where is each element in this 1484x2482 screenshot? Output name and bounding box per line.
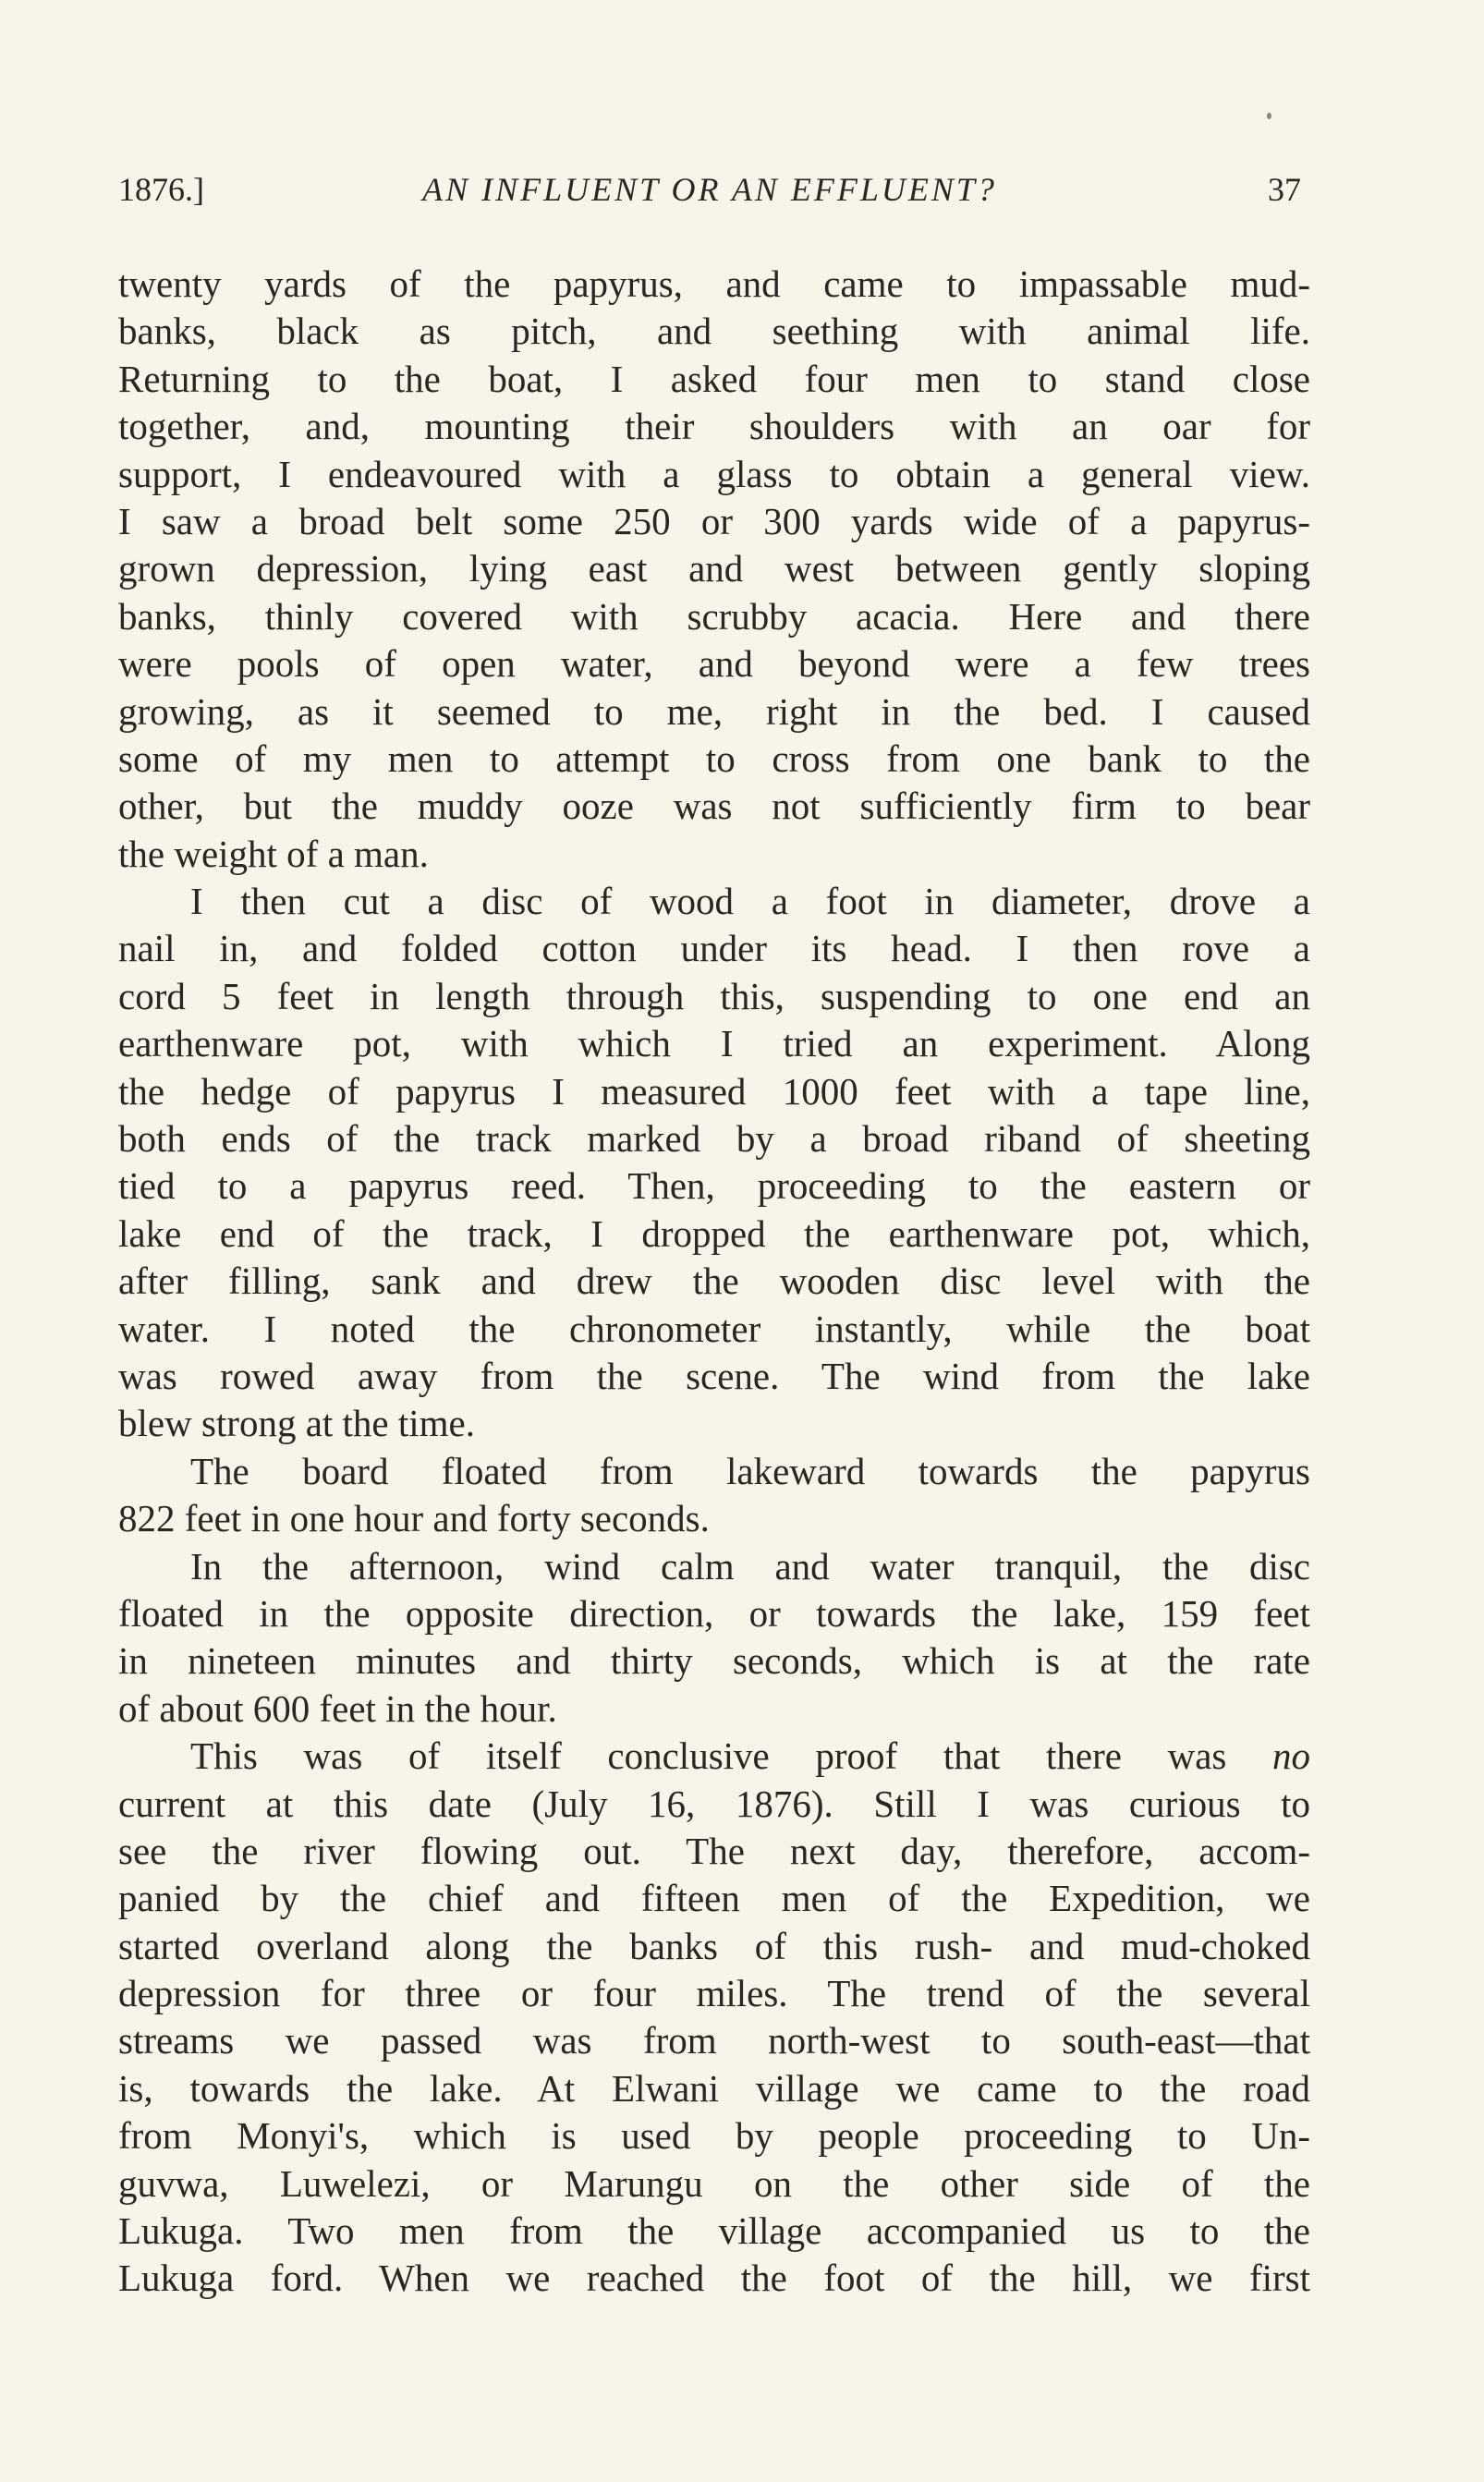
paragraph-start-line	[118, 1733, 1310, 1780]
paragraph-end-line: blew strong at the time.	[118, 1402, 475, 1445]
text-line: support, I endeavoured with a glass to obtain a general view.	[118, 452, 1310, 495]
text-line: guvwa, Luwelezi, or Marungu on the other side of the	[118, 2161, 1310, 2205]
text-line: after filling, sank and drew the wooden disc level with the	[118, 1259, 1310, 1303]
text-line: from Monyi's, which is used by people proceeding to Un-	[118, 2114, 1310, 2158]
text-line: banks, thinly covered with scrubby acacia. Here and there	[118, 594, 1310, 638]
text-line: depression for three or four miles. The trend of the several	[118, 1972, 1310, 2015]
text-line: some of my men to attempt to cross from one bank to the	[118, 736, 1310, 780]
page-number: 37	[1268, 171, 1301, 208]
text-line: grown depression, lying east and west between gently sloping	[118, 547, 1310, 590]
paragraph-start-line: The board floated from lakeward towards the papyrus	[190, 1449, 1310, 1492]
text-line: together, and, mounting their shoulders with an oar for	[118, 405, 1310, 448]
text-line: Returning to the boat, I asked four men to stand close	[118, 357, 1310, 400]
text-line: earthenware pot, with which I tried an experiment. Along	[118, 1022, 1310, 1065]
text-line: were pools of open water, and beyond were a few trees	[118, 642, 1310, 686]
text-line: tied to a papyrus reed. Then, proceeding to the eastern or	[118, 1164, 1310, 1208]
text-line: started overland along the banks of this rush- and mud-choked	[118, 1924, 1310, 1967]
paragraph-end-line: the weight of a man.	[118, 832, 429, 875]
text-line: other, but the muddy ooze was not sufficiently firm to bear	[118, 785, 1310, 828]
running-header	[118, 166, 1301, 213]
paragraph-end-line: of about 600 feet in the hour.	[118, 1686, 557, 1730]
text-line: banks, black as pitch, and seething with animal life.	[118, 310, 1310, 353]
text-line: in nineteen minutes and thirty seconds, which is at the rate	[118, 1639, 1310, 1683]
text-line: lake end of the track, I dropped the earthenware pot, which,	[118, 1211, 1310, 1255]
text-line: the hedge of papyrus I measured 1000 feet with a tape line,	[118, 1069, 1310, 1113]
text-line: streams we passed was from north-west to south-east—that	[118, 2019, 1310, 2062]
text-segment: This was of itself conclusive proof that there was	[190, 1734, 1227, 1778]
text-line: nail in, and folded cotton under its head. I then rove a	[118, 927, 1310, 970]
text-line: panied by the chief and fifteen men of the Expedition, we	[118, 1877, 1310, 1920]
italic-word: no	[1272, 1734, 1310, 1778]
text-line: Lukuga. Two men from the village accompanied us to the	[118, 2209, 1310, 2253]
text-line: Lukuga ford. When we reached the foot of the hill, we first	[118, 2257, 1310, 2300]
text-line: I saw a broad belt some 250 or 300 yards wide of a papyrus-	[118, 499, 1310, 542]
text-line: both ends of the track marked by a broad riband of sheeting	[118, 1117, 1310, 1161]
paragraph-start-line: I then cut a disc of wood a foot in diameter, drove a	[190, 880, 1310, 923]
paragraph-end-line: 822 feet in one hour and forty seconds.	[118, 1497, 710, 1540]
header-year: 1876.]	[118, 171, 204, 208]
text-line: was rowed away from the scene. The wind from the lake	[118, 1354, 1310, 1397]
header-title: AN INFLUENT OR AN EFFLUENT?	[422, 171, 997, 208]
print-speck	[1267, 113, 1271, 119]
text-line: see the river flowing out. The next day, therefore, accom-	[118, 1829, 1310, 1872]
text-line: floated in the opposite direction, or towards the lake, 159 feet	[118, 1591, 1310, 1635]
text-line: water. I noted the chronometer instantly, while the boat	[118, 1307, 1310, 1350]
text-line: growing, as it seemed to me, right in the bed. I caused	[118, 689, 1310, 733]
text-line: current at this date (July 16, 1876). Still I was curious to	[118, 1782, 1310, 1825]
text-line: cord 5 feet in length through this, suspending to one end an	[118, 974, 1310, 1017]
paragraph-start-line: In the afternoon, wind calm and water tranquil, the disc	[190, 1544, 1310, 1588]
body-text	[118, 261, 1310, 2303]
text-line: twenty yards of the papyrus, and came to impassable mud-	[118, 262, 1310, 305]
text-line: is, towards the lake. At Elwani village we came to the road	[118, 2066, 1310, 2110]
